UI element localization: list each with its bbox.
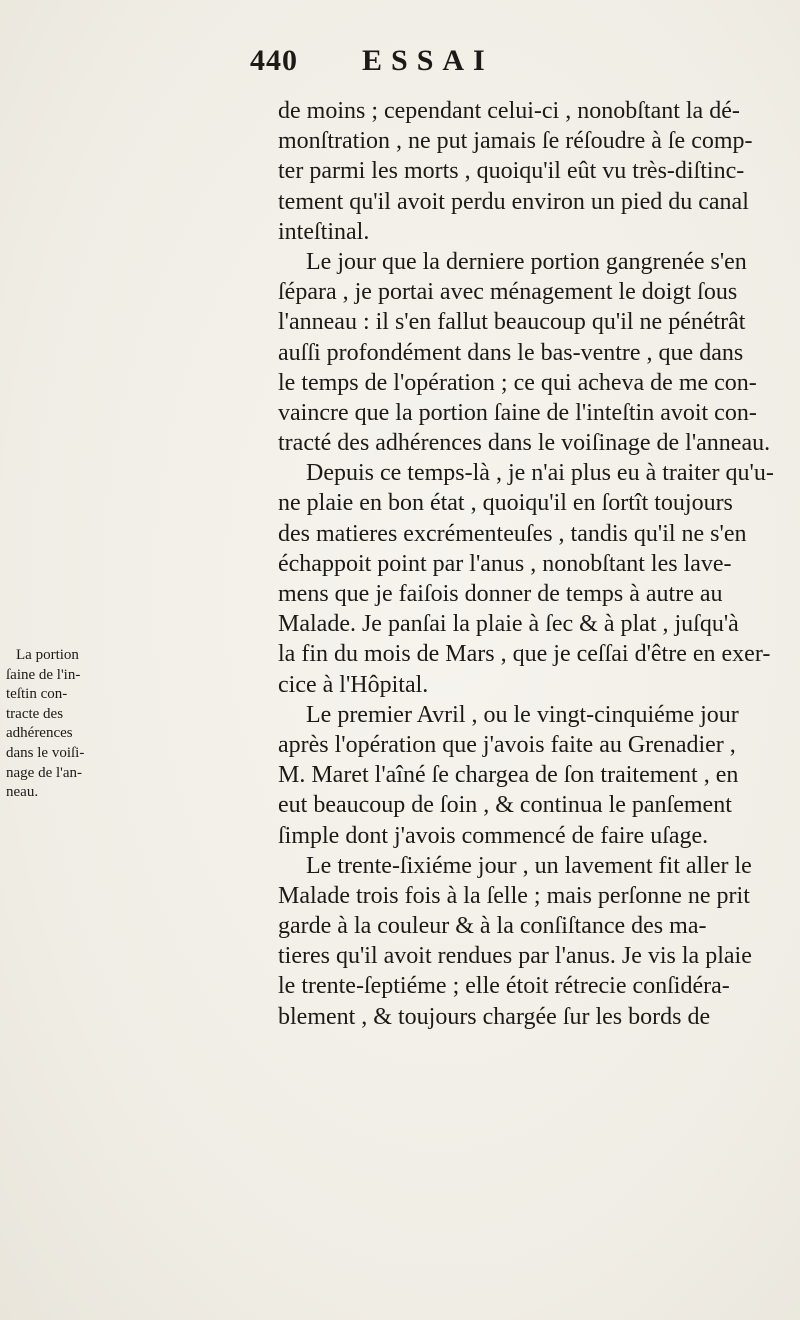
text-line: Depuis ce temps-là , je n'ai plus eu à traiter qu'u-: [306, 460, 774, 487]
margin-note-line: dans le voiſi-: [6, 744, 85, 761]
text-line: ne plaie en bon état , quoiqu'il en ſortît toujours: [278, 490, 733, 517]
text-line: Le premier Avril , ou le vingt-cinquiéme jour: [306, 701, 739, 728]
margin-note-line: teſtin con-: [6, 686, 68, 703]
text-line: garde à la couleur & à la conſiſtance des ma-: [278, 913, 707, 940]
margin-note-line: La portion: [16, 647, 79, 663]
text-line: échappoit point par l'anus , nonobſtant les lave-: [278, 550, 732, 577]
text-line: tracté des adhérences dans le voiſinage de l'anneau.: [278, 430, 771, 457]
margin-note-line: neau.: [6, 784, 39, 801]
text-line: de moins ; cependant celui-ci , nonobſtant la dé-: [278, 98, 740, 124]
margin-note: [6, 646, 96, 803]
text-line: mens que je faiſois donner de temps à autre au: [278, 581, 723, 607]
text-line: inteſtinal.: [278, 218, 370, 245]
page-header: [250, 44, 520, 84]
text-line: tement qu'il avoit perdu environ un pied du canal: [278, 188, 749, 215]
text-line: le trente-ſeptiéme ; elle étoit rétrecie conſidéra-: [278, 973, 730, 1000]
text-line: Malade trois fois à la ſelle ; mais perſonne ne prit: [278, 882, 750, 909]
text-line: Malade. Je panſai la plaie à ſec & à plat , juſqu'à: [278, 611, 739, 638]
body-text: [278, 96, 798, 1032]
text-line: auſſi profondément dans le bas-ventre , que dans: [278, 339, 744, 366]
text-line: après l'opération que j'avois faite au Grenadier ,: [278, 731, 736, 758]
margin-note-line: adhérences: [6, 725, 73, 742]
running-title: ESSAI: [362, 44, 494, 77]
margin-note-line: tracte des: [6, 705, 64, 722]
text-line: monſtration , ne put jamais ſe réſoudre à ſe comp-: [278, 128, 753, 155]
text-line: cice à l'Hôpital.: [278, 671, 429, 698]
text-line: l'anneau : il s'en fallut beaucoup qu'il ne pénétrât: [278, 309, 746, 336]
margin-note-line: ſaine de l'in-: [6, 666, 81, 683]
text-line: le temps de l'opération ; ce qui acheva de me con-: [278, 369, 757, 396]
text-line: ſépara , je portai avec ménagement le doigt ſous: [278, 279, 738, 306]
text-line: ter parmi les morts , quoiqu'il eût vu très-diſtinc-: [278, 158, 745, 185]
text-line: la fin du mois de Mars , que je ceſſai d'être en exer-: [278, 641, 771, 668]
text-line: eut beaucoup de ſoin , & continua le panſement: [278, 792, 732, 819]
margin-note-line: nage de l'an-: [6, 764, 82, 781]
text-line: Le jour que la derniere portion gangrenée s'en: [306, 248, 747, 275]
text-line: vaincre que la portion ſaine de l'inteſtin avoit con-: [278, 399, 757, 426]
text-line: des matieres excrémenteuſes , tandis qu'il ne s'en: [278, 520, 747, 547]
text-line: Le trente-ſixiéme jour , un lavement fit aller le: [306, 852, 752, 879]
page-number: 440: [250, 44, 298, 77]
text-line: M. Maret l'aîné ſe chargea de ſon traitement , en: [278, 762, 739, 789]
text-line: blement , & toujours chargée ſur les bords de: [278, 1003, 711, 1030]
text-line: tieres qu'il avoit rendues par l'anus. Je vis la plaie: [278, 943, 752, 970]
text-line: ſimple dont j'avois commencé de faire uſage.: [278, 822, 709, 849]
